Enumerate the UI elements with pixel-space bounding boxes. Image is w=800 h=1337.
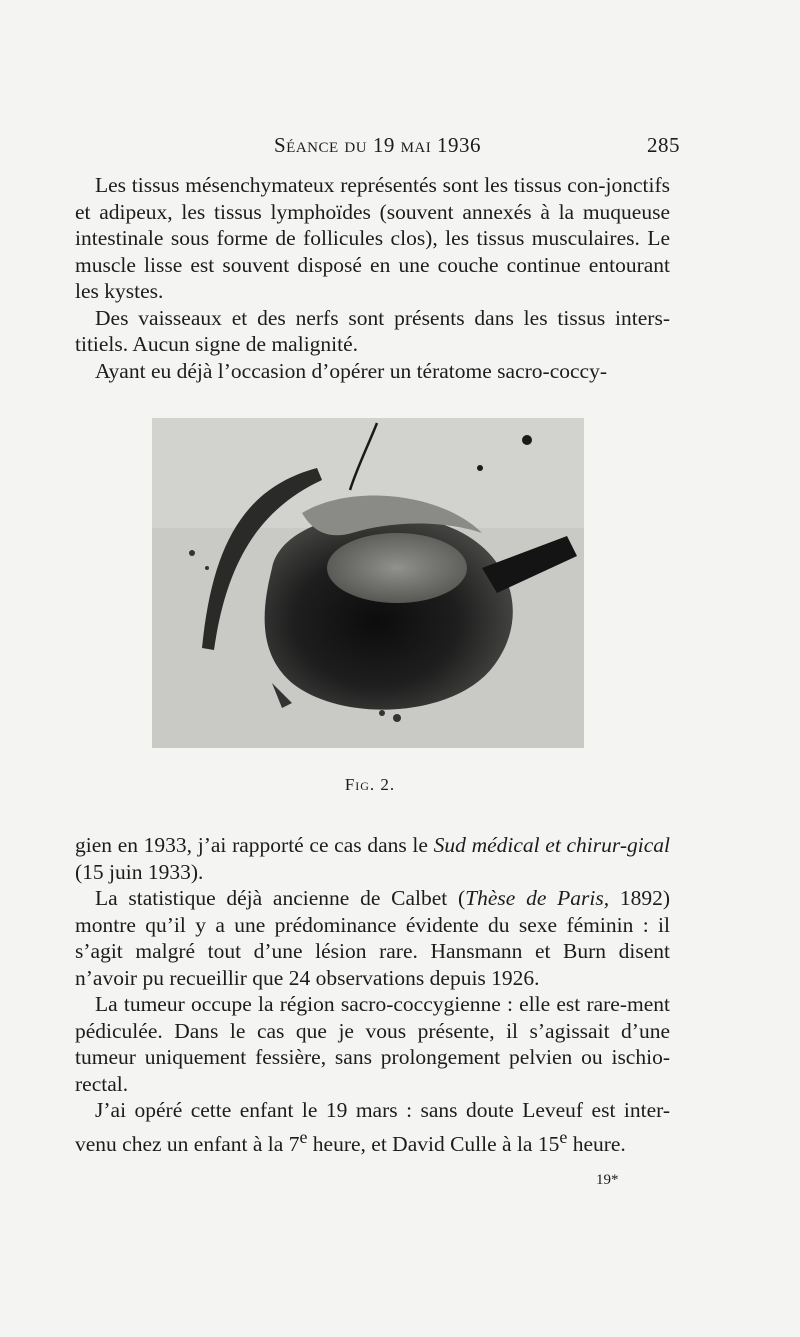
paragraph-opere xyxy=(75,1097,670,1157)
opere-text-c: heure. xyxy=(567,1131,626,1156)
paragraph-vaisseaux: Des vaisseaux et des nerfs sont présents dans les tissus inters-titiels. Aucun signe de malignité. xyxy=(75,305,670,356)
text-block-bottom xyxy=(75,832,670,1157)
figure-photograph xyxy=(152,418,584,748)
continuation-text-a: gien en 1933, j’ai rapporté ce cas dans le xyxy=(75,833,434,857)
figure-caption: Fig. 2. xyxy=(344,775,396,794)
calbet-text-a: La statistique déjà ancienne de Calbet ( xyxy=(95,886,466,910)
running-header xyxy=(75,133,680,161)
paragraph-ayant: Ayant eu déjà l’occasion d’opérer un tératome sacro-coccy- xyxy=(95,358,607,383)
text-block-top xyxy=(75,172,670,384)
continuation-text-b: (15 juin 1933). xyxy=(75,859,204,884)
signature-mark: 19* xyxy=(596,1172,619,1188)
paragraph-tumeur: La tumeur occupe la région sacro-coccygienne : elle est rare-ment pédiculée. Dans le cas que je vous présente, il s’agissait d’une tumeur uniquement fessière, sans prolongement pelvien ou ischio-rectal. xyxy=(75,992,670,1096)
calbet-text-b: 1892) montre qu’il y a une prédominance évidente du sexe féminin : il s’agit malgré tout d’une lésion rare. Hansmann et Burn disent n’avoir pu recueillir que 24 observations depuis 1926. xyxy=(75,886,670,990)
paragraph-tissus: Les tissus mésenchymateux représentés sont les tissus con-jonctifs et adipeux, les tissus lymphoïdes (souvent annexés à la muqueuse intestinale sous forme de follicules clos), les tissus musculaires. Le muscle lisse est souvent disposé en une couche continue entourant les kystes. xyxy=(75,173,670,303)
superscript-e: e xyxy=(299,1126,308,1147)
specimen-photo xyxy=(152,418,584,748)
superscript-e: e xyxy=(559,1126,568,1147)
header-title: Séance du 19 mai 1936 xyxy=(273,133,481,157)
paragraph-continuation xyxy=(75,832,670,885)
opere-text-b: heure, et David Culle à la 15 xyxy=(307,1131,560,1156)
thesis-title: Thèse de Paris, xyxy=(465,886,610,910)
page-number: 285 xyxy=(647,133,680,157)
journal-title: Sud médical et chirur-gical xyxy=(433,833,670,857)
opere-text-a: J’ai opéré cette enfant le 19 mars : sans doute Leveuf est inter-venu chez un enfant à la 7 xyxy=(75,1098,670,1156)
paragraph-calbet xyxy=(75,885,670,991)
